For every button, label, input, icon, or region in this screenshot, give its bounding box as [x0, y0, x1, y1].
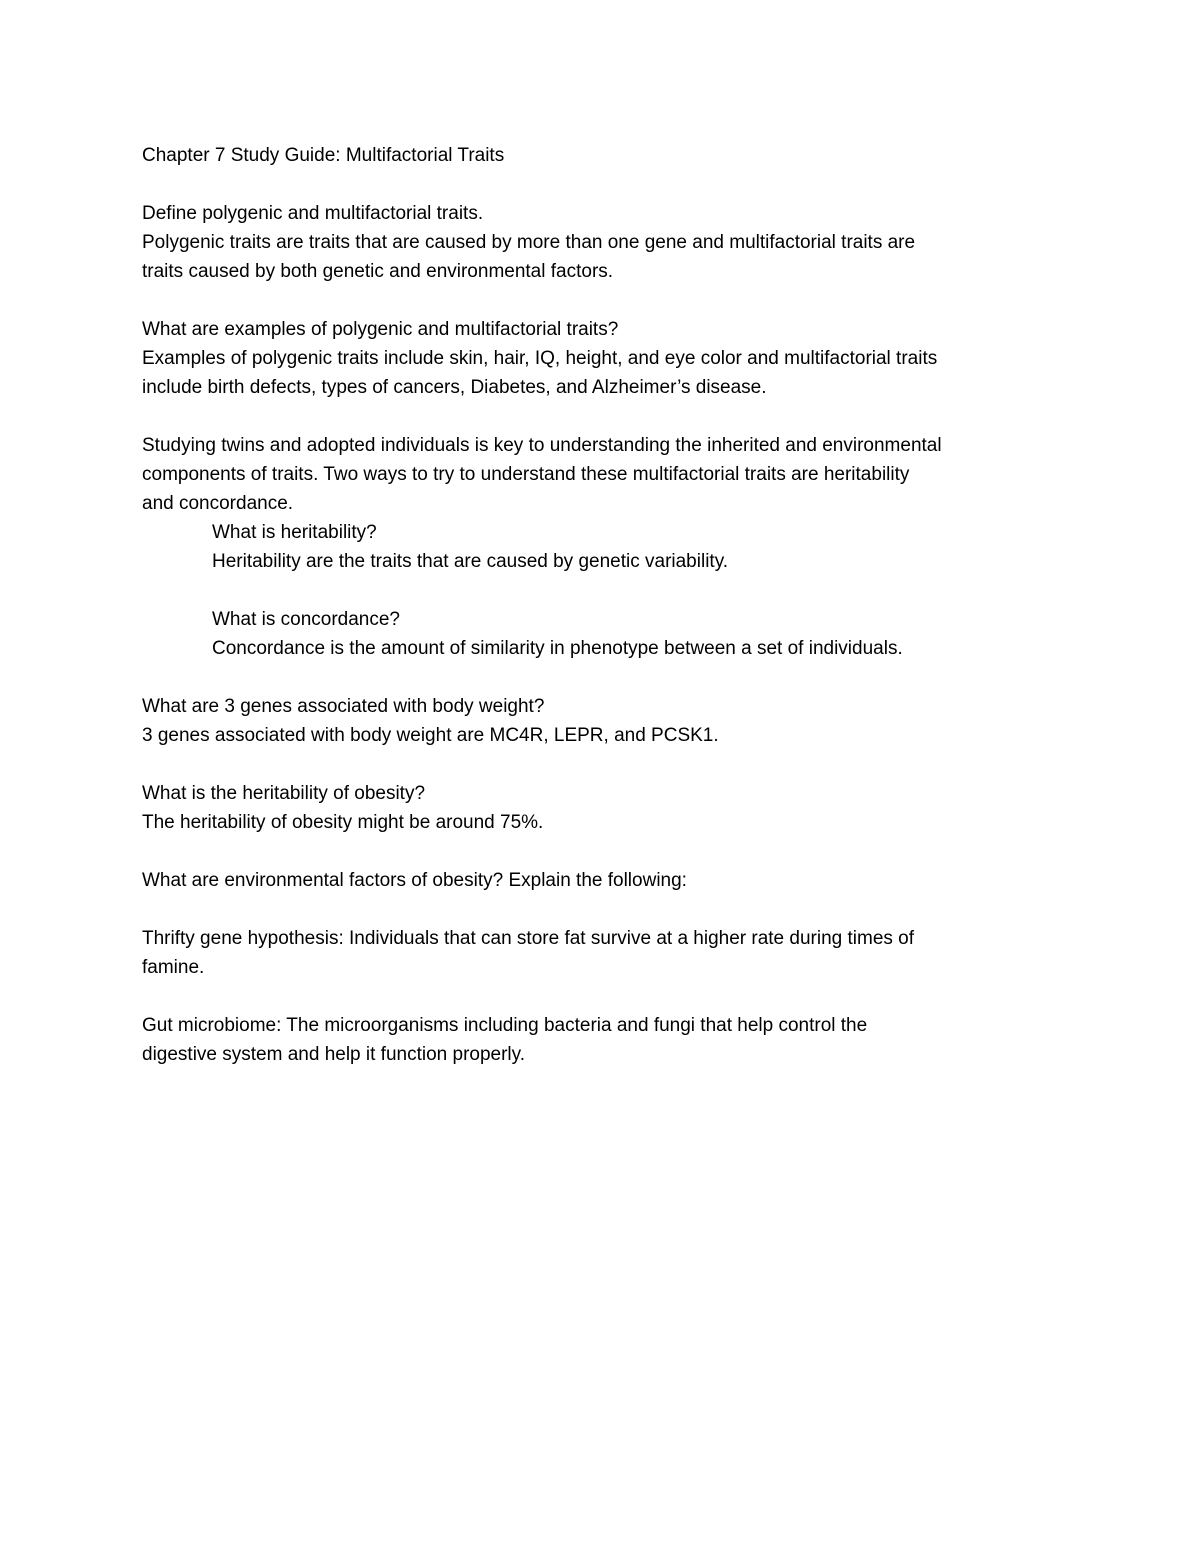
answer-concordance: Concordance is the amount of similarity in phenotype between a set of individuals.: [212, 638, 903, 659]
spacer: [142, 576, 1102, 605]
question-examples: What are examples of polygenic and multifactorial traits?: [142, 319, 619, 340]
twins-intro-line2: components of traits. Two ways to try to understand these multifactorial traits are heritability: [142, 464, 910, 485]
question-body-weight-genes: What are 3 genes associated with body weight?: [142, 696, 545, 717]
thrifty-gene-line1: Thrifty gene hypothesis: Individuals that can store fat survive at a higher rate during times of: [142, 928, 915, 949]
answer-examples-line1: Examples of polygenic traits include skin, hair, IQ, height, and eye color and multifactorial traits: [142, 348, 938, 369]
spacer: [142, 837, 1102, 866]
answer-define-traits-line2: traits caused by both genetic and environmental factors.: [142, 261, 614, 282]
spacer: [142, 170, 1102, 199]
spacer: [142, 750, 1102, 779]
question-heritability: What is heritability?: [212, 522, 377, 543]
gut-microbiome-line1: Gut microbiome: The microorganisms including bacteria and fungi that help control the: [142, 1015, 868, 1036]
question-concordance: What is concordance?: [212, 609, 400, 630]
gut-microbiome-line2: digestive system and help it function properly.: [142, 1044, 526, 1065]
question-environmental-factors: What are environmental factors of obesity? Explain the following:: [142, 870, 687, 891]
spacer: [142, 663, 1102, 692]
twins-intro-line3: and concordance.: [142, 493, 294, 514]
answer-body-weight-genes: 3 genes associated with body weight are MC4R, LEPR, and PCSK1.: [142, 725, 719, 746]
question-define-traits: Define polygenic and multifactorial traits.: [142, 203, 484, 224]
answer-examples-line2: include birth defects, types of cancers, Diabetes, and Alzheimer’s disease.: [142, 377, 767, 398]
answer-obesity-heritability: The heritability of obesity might be around 75%.: [142, 812, 544, 833]
twins-intro-line1: Studying twins and adopted individuals is key to understanding the inherited and environmental: [142, 435, 942, 456]
spacer: [142, 286, 1102, 315]
document-title: Chapter 7 Study Guide: Multifactorial Traits: [142, 145, 505, 166]
answer-define-traits-line1: Polygenic traits are traits that are caused by more than one gene and multifactorial traits are: [142, 232, 916, 253]
spacer: [142, 895, 1102, 924]
spacer: [142, 982, 1102, 1011]
spacer: [142, 402, 1102, 431]
answer-heritability: Heritability are the traits that are caused by genetic variability.: [212, 551, 729, 572]
document-body: [142, 141, 1102, 1069]
question-obesity-heritability: What is the heritability of obesity?: [142, 783, 426, 804]
thrifty-gene-line2: famine.: [142, 957, 205, 978]
